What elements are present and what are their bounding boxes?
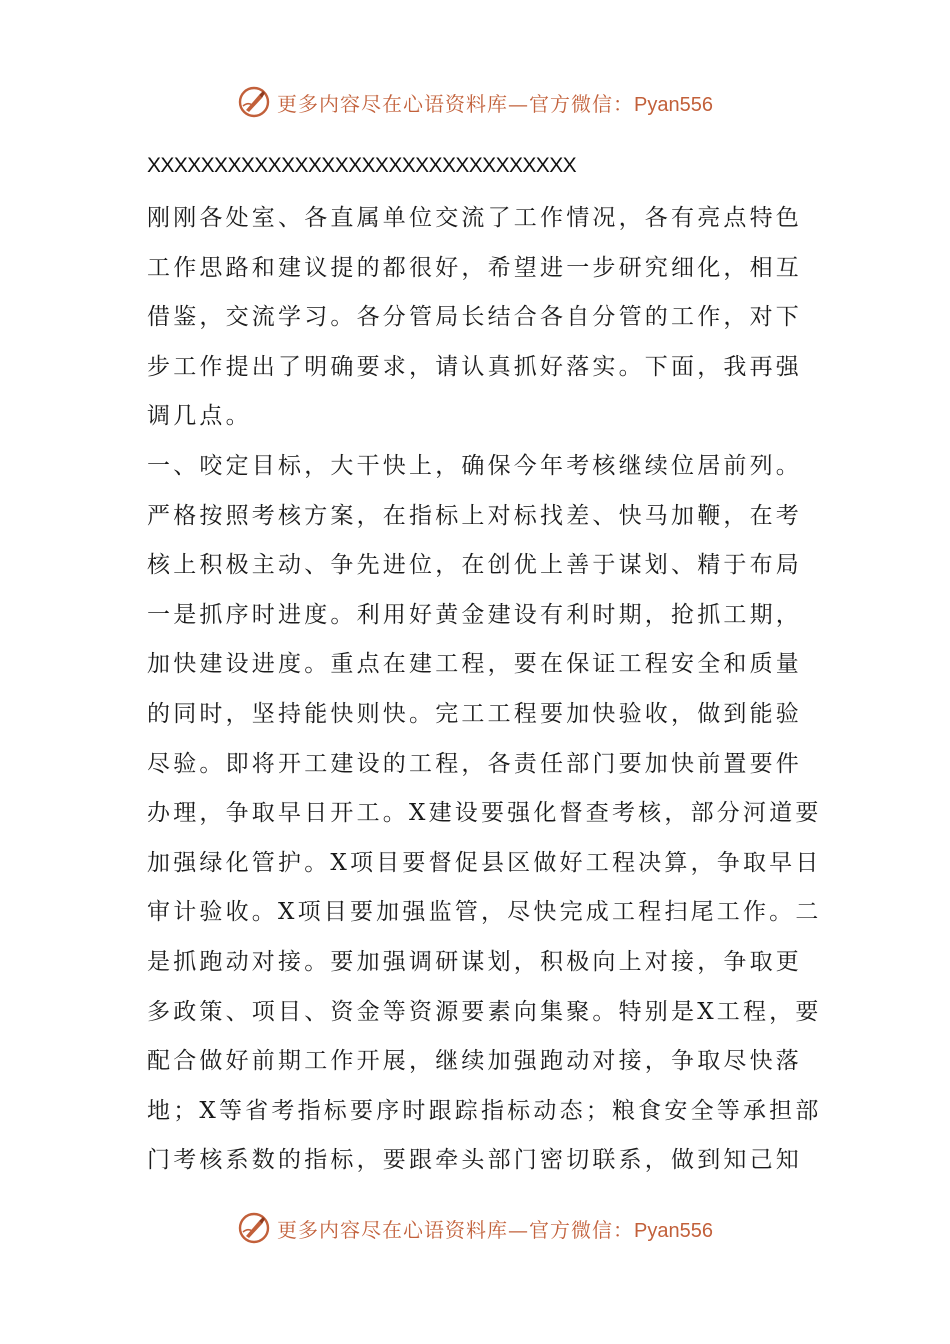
pen-logo-icon [237, 1211, 271, 1245]
body-line: 审计验收。X项目要加强监管，尽快完成工程扫尾工作。二 [147, 899, 822, 926]
body-line: 调几点。 [147, 403, 252, 430]
document-heading: XXXXXXXXXXXXXXXXXXXXXXXXXXXXXXXX [147, 154, 577, 177]
body-line: 多政策、项目、资金等资源要素向集聚。特别是X工程，要 [147, 998, 822, 1025]
body-line: 办理，争取早日开工。X建设要强化督查考核，部分河道要 [147, 800, 822, 827]
body-line: 一是抓序时进度。利用好黄金建设有利时期，抢抓工期， [147, 601, 802, 628]
watermark-text: 更多内容尽在心语资料库—官方微信：Pyan556 [277, 1217, 713, 1242]
pen-logo-icon [237, 85, 271, 119]
body-line: 步工作提出了明确要求，请认真抓好落实。下面，我再强 [147, 353, 802, 380]
header-watermark [0, 82, 950, 122]
body-line: 的同时，坚持能快则快。完工工程要加快验收，做到能验 [147, 700, 802, 727]
section-heading: 一、咬定目标，大干快上，确保今年考核继续位居前列。 [147, 452, 802, 479]
body-line: 工作思路和建议提的都很好，希望进一步研究细化，相互 [147, 254, 802, 281]
body-line: 配合做好前期工作开展，继续加强跑动对接，争取尽快落 [147, 1048, 802, 1075]
body-line: 借鉴，交流学习。各分管局长结合各自分管的工作，对下 [147, 304, 802, 331]
body-line: 刚刚各处室、各直属单位交流了工作情况，各有亮点特色 [147, 205, 802, 231]
body-line: 严格按照考核方案，在指标上对标找差、快马加鞭，在考 [147, 502, 802, 529]
body-line: 尽验。即将开工建设的工程，各责任部门要加快前置要件 [147, 750, 802, 777]
body-line: 门考核系数的指标，要跟牵头部门密切联系，做到知己知 [147, 1147, 802, 1174]
body-line: 核上积极主动、争先进位，在创优上善于谋划、精于布局 [147, 552, 802, 579]
footer-watermark [0, 1208, 950, 1248]
body-line: 是抓跑动对接。要加强调研谋划，积极向上对接，争取更 [147, 948, 802, 975]
body-line: 地；X等省考指标要序时跟踪指标动态；粮食安全等承担部 [147, 1097, 822, 1124]
document-body [147, 194, 822, 1186]
body-line: 加强绿化管护。X项目要督促县区做好工程决算，争取早日 [147, 849, 822, 876]
watermark-text: 更多内容尽在心语资料库—官方微信：Pyan556 [277, 91, 713, 116]
body-line: 加快建设进度。重点在建工程，要在保证工程安全和质量 [147, 651, 802, 678]
